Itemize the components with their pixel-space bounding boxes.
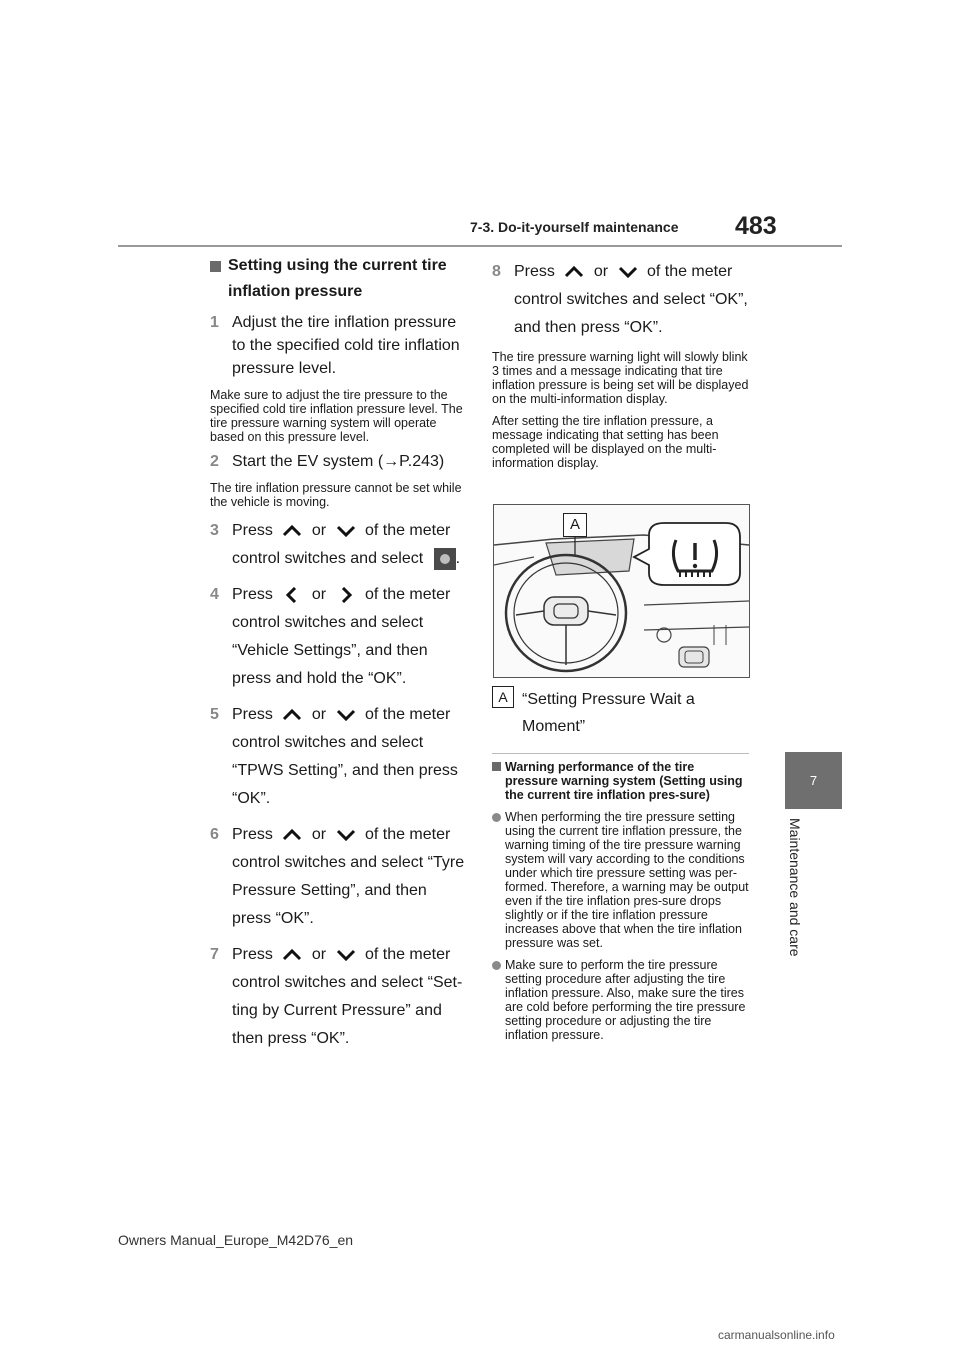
step-2: 2 Start the EV system (→P.243) xyxy=(210,453,445,470)
section-title: 7-3. Do-it-yourself maintenance xyxy=(470,219,679,235)
chevron-up-icon xyxy=(281,947,303,963)
square-bullet-icon xyxy=(210,261,221,272)
callout-badge: A xyxy=(492,686,514,708)
info-bullet-2: Make sure to perform the tire pressure setting procedure after adjusting the tire inflation pressure. Also, make sure the tires are cold before performing the tire pressure setting procedure or adjusting the tire inflation pressure. xyxy=(492,958,750,1042)
settings-gear-icon xyxy=(434,548,456,570)
chevron-down-icon xyxy=(335,827,357,843)
page-number: 483 xyxy=(735,212,777,240)
chevron-down-icon xyxy=(335,523,357,539)
step-5: 5 Press or of the meter control switches and select “TPWS Setting”, and then press “OK”. xyxy=(210,706,458,807)
info-bullet-1: When performing the tire pressure setting using the current tire inflation pressure, the warning timing of the tire pressure warning system will vary according to the conditions under which tire pressure setting was per-formed. Therefore, a warning may be output even if the tire inflation pres-sure drops slightly or if the tire inflation pressure increases above that when the tire inflation pressure was set. xyxy=(492,810,750,950)
chevron-up-icon xyxy=(281,827,303,843)
info-box xyxy=(492,760,750,1042)
note-2: The tire inflation pressure cannot be set while the vehicle is moving. xyxy=(210,481,462,509)
left-column xyxy=(210,253,470,1053)
square-bullet-icon xyxy=(492,762,501,771)
chevron-down-icon xyxy=(617,264,639,280)
figure-callout: A “Setting Pressure Wait a Moment” xyxy=(492,686,752,740)
chevron-down-icon xyxy=(335,947,357,963)
chevron-down-icon xyxy=(335,707,357,723)
bullet-dot-icon xyxy=(492,813,501,822)
step-8: 8 Press or of the meter control switches and select “OK”, and then press “OK”. xyxy=(492,263,748,336)
chevron-up-icon xyxy=(563,264,585,280)
chevron-left-icon xyxy=(281,587,303,603)
chevron-right-icon xyxy=(335,587,357,603)
dashboard-figure xyxy=(493,504,750,678)
step-6: 6 Press or of the meter control switches and select “Tyre Pressure Setting”, and then press “OK”. xyxy=(210,826,465,927)
step-1: 1 Adjust the tire inflation pressure to the specified cold tire inflation pressure level. xyxy=(210,314,460,377)
footer-doc-id: Owners Manual_Europe_M42D76_en xyxy=(118,1232,354,1248)
note-3: The tire pressure warning light will slowly blink 3 times and a message indicating that tire inflation pressure is being set will be displayed on the multi-information display. xyxy=(492,350,749,406)
header-divider xyxy=(118,245,842,247)
step-4: 4 Press or of the meter control switches and select “Vehicle Settings”, and then press and hold the “OK”. xyxy=(210,586,451,687)
info-divider xyxy=(492,753,749,754)
watermark: carmanualsonline.info xyxy=(718,1328,835,1342)
bullet-dot-icon xyxy=(492,961,501,970)
dashboard-illustration xyxy=(494,505,749,677)
chevron-up-icon xyxy=(281,707,303,723)
section-heading: Setting using the current tire inflation pressure xyxy=(210,253,470,305)
chapter-label: Maintenance and care xyxy=(787,818,803,957)
chevron-up-icon xyxy=(281,523,303,539)
step-3: 3 Press or of the meter control switches and select . xyxy=(210,517,470,573)
chapter-tab: 7 xyxy=(785,752,842,809)
step-7: 7 Press or of the meter control switches and select “Set-ting by Current Pressure” and then press “OK”. xyxy=(210,946,463,1047)
figure-label-a: A xyxy=(563,513,587,537)
right-column xyxy=(492,258,752,470)
info-heading: Warning performance of the tire pressure warning system (Setting using the current tire inflation pres-sure) xyxy=(492,760,750,802)
note-1: Make sure to adjust the tire pressure to the specified cold tire inflation pressure level. The tire pressure warning system will operate based on this pressure level. xyxy=(210,388,463,444)
note-4: After setting the tire inflation pressure, a message indicating that setting has been completed will be displayed on the multi-information display. xyxy=(492,414,719,470)
